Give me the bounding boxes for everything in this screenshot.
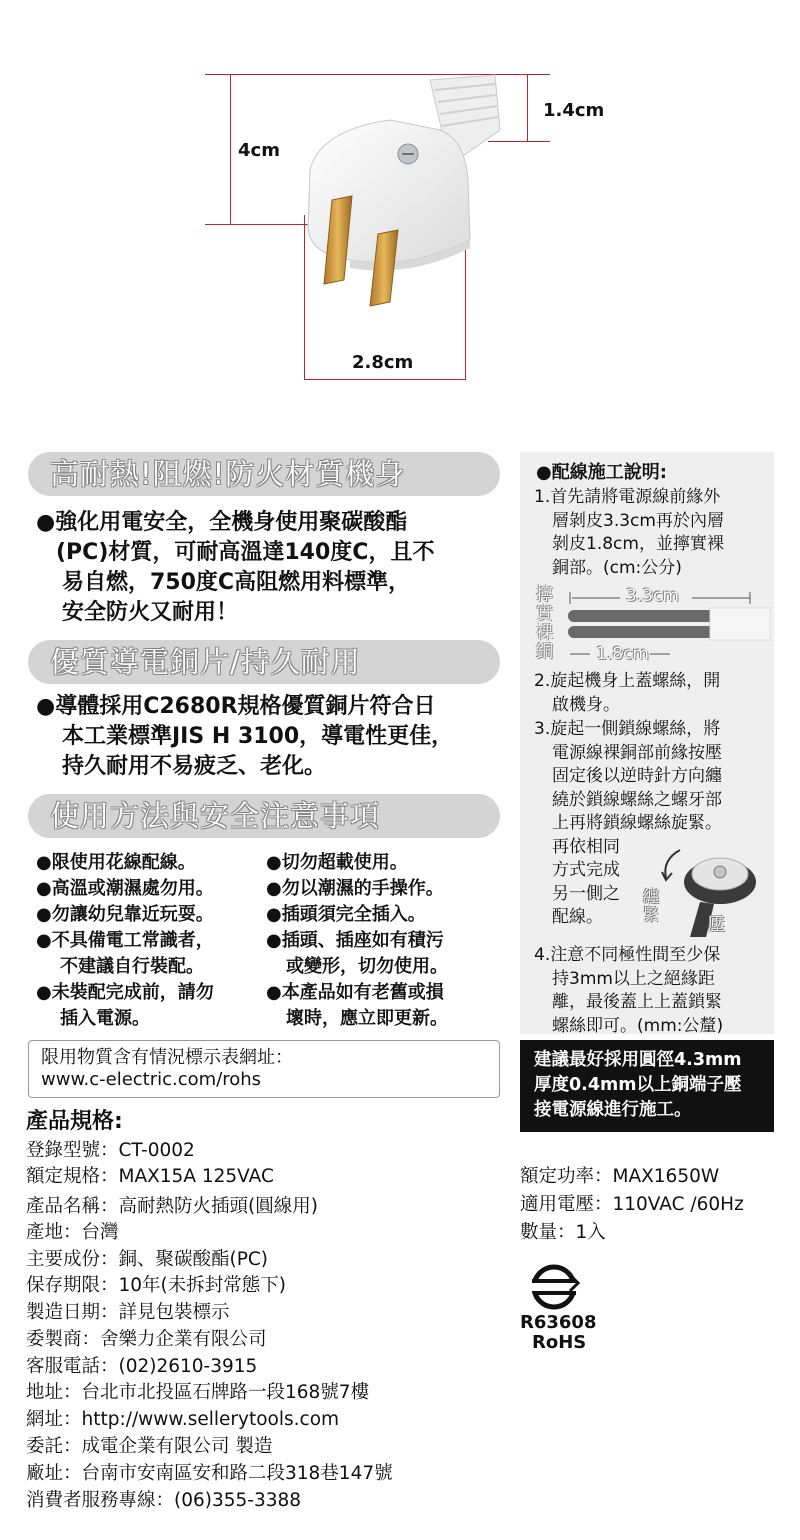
spec-row: 廠址：台南市安南區安和路二段318巷147號 [26, 1463, 393, 1484]
advice-box [520, 1040, 774, 1132]
banner-heat-resistant: 高耐熱!阻燃!防火材質機身 [28, 452, 500, 496]
spec-row: 主要成份：銅、聚碳酸酯(PC) [26, 1249, 269, 1270]
text-line: 持久耐用不易疲乏、老化。 [62, 754, 327, 779]
label-inner-strip: 1.8cm [596, 644, 649, 664]
caution-list-right [266, 850, 448, 1032]
banner-copper: 優質導電銅片/持久耐用 [28, 640, 500, 684]
advice-line: 接電源線進行施工。 [534, 1100, 692, 1120]
step-line: 離，最後蓋上上蓋鎖緊 [552, 992, 722, 1012]
text-line: ●導體採用C2680R規格優質銅片符合日 [36, 694, 436, 719]
wiring-step1 [534, 486, 724, 580]
step-line: 啟機身。 [552, 694, 620, 715]
spec-right-row: 數量：1入 [520, 1222, 606, 1243]
step-line: 銅部。(cm:公分) [552, 557, 682, 578]
caution-item: 壞時，應立即更新。 [286, 1008, 448, 1029]
dim-height-vline [230, 74, 231, 224]
rohs-url-box [28, 1040, 500, 1098]
spec-row: 登錄型號：CT-0002 [26, 1140, 195, 1161]
certification-mark-icon [526, 1262, 582, 1312]
step-line: 配線。 [552, 907, 603, 927]
section-heat-resistant-text [36, 508, 434, 628]
specs-title: 產品規格: [26, 1109, 123, 1134]
caution-item: ●高溫或潮濕處勿用。 [36, 878, 214, 899]
step-line: 2.旋起機身上蓋螺絲，開 [534, 671, 721, 691]
caution-item: 不建議自行裝配。 [60, 956, 204, 977]
spec-row[interactable]: 網址：http://www.sellerytools.com [26, 1409, 340, 1430]
spec-right-row: 適用電壓：110VAC /60Hz [520, 1194, 744, 1215]
stripping-side-label: 擰實裸銅 [536, 585, 553, 662]
spec-right-row: 額定功率：MAX1650W [520, 1166, 720, 1187]
text-line: 安全防火又耐用！ [62, 600, 239, 625]
step-line: 再依相同 [552, 836, 620, 857]
step-line: 1.首先請將電源線前緣外 [534, 487, 721, 507]
caution-list-left [36, 850, 214, 1032]
step-line: 螺絲即可。(mm:公釐) [552, 1015, 724, 1036]
cert-rohs: RoHS [532, 1332, 587, 1353]
caution-item: ●切勿超載使用。 [266, 852, 408, 873]
press-label: 壓 [708, 915, 725, 935]
step-line: 層剝皮3.3cm再於內層 [552, 510, 724, 531]
spec-row: 客服電話：(02)2610-3915 [26, 1356, 258, 1377]
step-line: 方式完成 [552, 860, 620, 880]
wiring-step2 [534, 670, 720, 717]
rohs-url-label: 限用物質含有情況標示表網址： [41, 1047, 293, 1068]
wiring-step4 [534, 944, 723, 1038]
dim-width-hline [304, 379, 466, 380]
advice-line: 厚度0.4mm以上銅端子壓 [534, 1075, 742, 1095]
step-line: 繞於鎖線螺絲之螺牙部 [552, 789, 722, 810]
dim-neck-vline [527, 74, 528, 142]
caution-item: ●限使用花線配線。 [36, 852, 196, 873]
step-line: 電源線裸銅部前緣按壓 [552, 742, 722, 763]
cert-code: R63608 [520, 1312, 597, 1333]
text-line: 本工業標準JIS H 3100，導電性更佳， [62, 724, 454, 749]
dim-neck-label: 1.4cm [543, 100, 605, 121]
spec-row: 委託：成電企業有限公司 製造 [26, 1436, 273, 1457]
spec-row: 地址：台北市北投區石牌路一段168號7樓 [26, 1382, 370, 1403]
spec-row: 額定規格：MAX15A 125VAC [26, 1166, 274, 1187]
text-line: (PC)材質，可耐高溫達140度C，且不 [56, 540, 435, 565]
spec-row: 製造日期：詳見包裝標示 [26, 1302, 230, 1323]
spec-row: 保存期限：10年(未拆封常態下) [26, 1275, 286, 1296]
step-line: 固定後以逆時針方向纏 [552, 766, 722, 786]
plug-image [290, 70, 520, 310]
caution-item: 或變形，切勿使用。 [286, 956, 448, 977]
step-line: 持3mm以上之絕緣距 [552, 968, 715, 989]
caution-item: ●勿以潮濕的手操作。 [266, 878, 444, 899]
spec-row: 委製商：舍樂力企業有限公司 [26, 1329, 267, 1350]
caution-item: ●本產品如有老舊或損 [266, 982, 444, 1003]
text-line: 易自燃，750度C高阻燃用料標準， [62, 570, 411, 595]
caution-item: ●插頭、插座如有積污 [266, 930, 444, 951]
caution-item: ●未裝配完成前，請勿 [36, 982, 214, 1003]
wiring-title: ●配線施工說明: [536, 462, 667, 483]
caution-item: ●不具備電工常識者， [36, 930, 214, 951]
dim-height-label: 4cm [238, 140, 280, 161]
caution-item: 插入電源。 [60, 1008, 150, 1029]
spec-row: 消費者服務專線：(06)355-3388 [26, 1490, 302, 1511]
spec-row: 產品名稱：高耐熱防火插頭(圓線用) [26, 1196, 318, 1217]
wind-label: 纏緊 [643, 887, 660, 924]
label-outer-strip: 3.3cm [626, 586, 679, 606]
banner-usage-safety: 使用方法與安全注意事項 [28, 794, 500, 838]
dim-width-label: 2.8cm [352, 352, 414, 373]
caution-item: ●勿讓幼兒靠近玩耍。 [36, 904, 214, 925]
text-line: ●強化用電安全，全機身使用聚碳酸酯 [36, 510, 408, 535]
section-copper-text [36, 692, 453, 782]
step-line: 4.注意不同極性間至少保 [534, 945, 721, 965]
advice-line: 建議最好採用圓徑4.3mm [534, 1050, 742, 1070]
caution-item: ●插頭須完全插入。 [266, 904, 426, 925]
rohs-url-link[interactable]: www.c-electric.com/rohs [41, 1069, 262, 1090]
step-line: 另一側之 [552, 883, 620, 904]
spec-row: 產地：台灣 [26, 1222, 119, 1243]
step-line: 剝皮1.8cm，並擰實裸 [552, 534, 724, 554]
step-line: 上再將鎖線螺絲旋緊。 [552, 813, 722, 833]
step-line: 3.旋起一側鎖線螺絲，將 [534, 719, 721, 739]
